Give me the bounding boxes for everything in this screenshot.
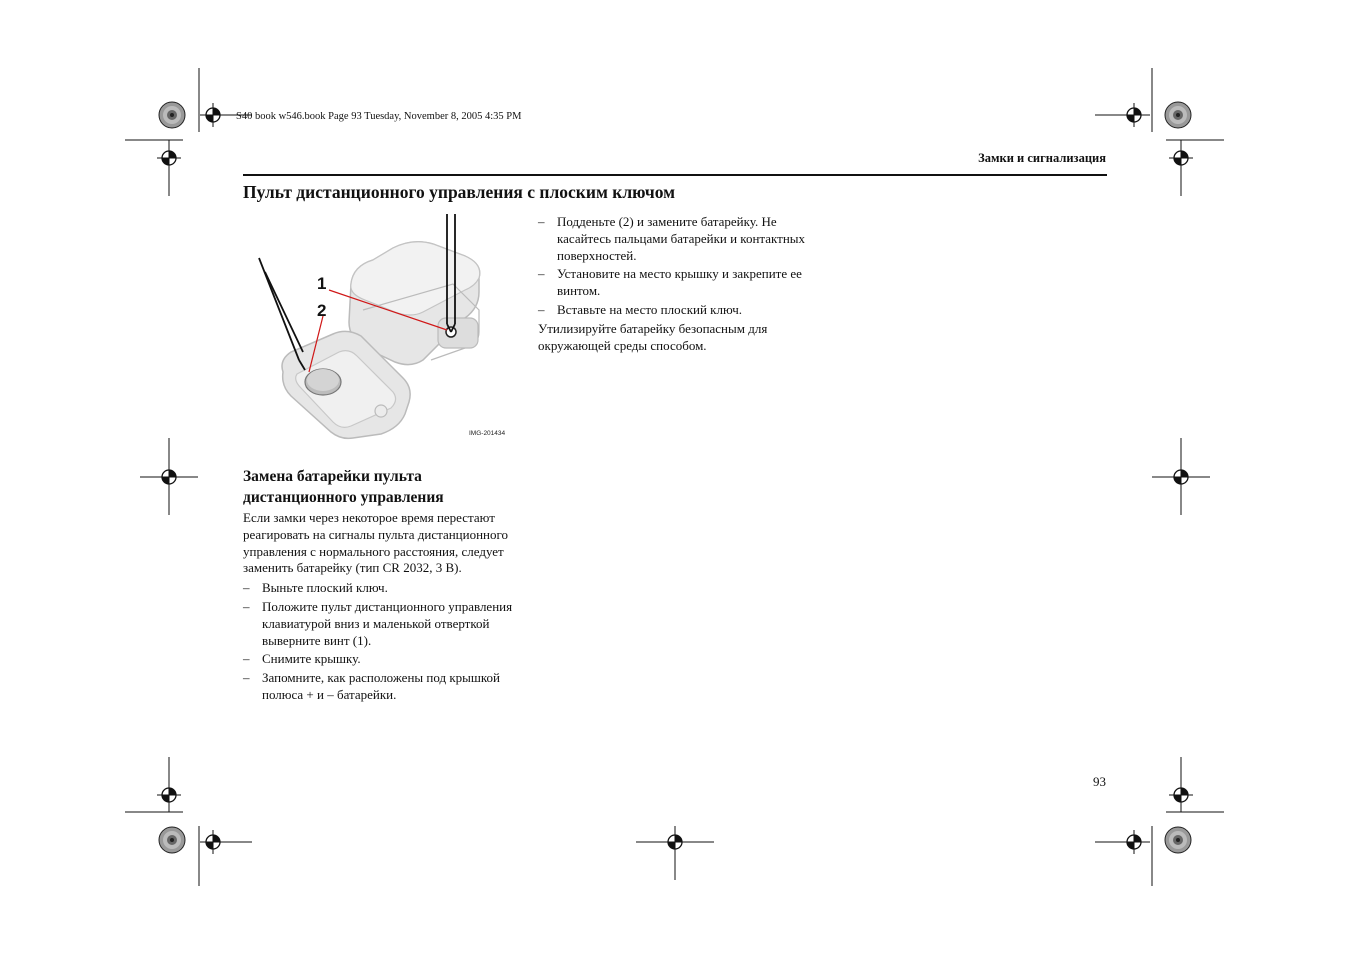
list-item: – Запомните, как расположены под крышкой полюса + и – батарейки. (243, 670, 523, 704)
battery-intro: Если замки через некоторое время перестают реагировать на сигналы пульта дистанционного управления с нормального расстояния, следует заменить батарейку (тип CR 2032, 3 В). (243, 510, 509, 576)
section-header: Замки и сигнализация (978, 151, 1106, 165)
remote-illustration (243, 212, 513, 444)
list-item: – Выньте плоский ключ. (243, 580, 523, 597)
list-item: – Подденьте (2) и замените батарейку. Не касайтесь пальцами батарейки и контактных поверхностей. (538, 214, 810, 264)
right-column (538, 214, 810, 354)
print-slug: S40 book w546.book Page 93 Tuesday, November 8, 2005 4:35 PM (236, 111, 522, 122)
list-item: – Установите на место крышку и закрепите ее винтом. (538, 266, 810, 300)
header-rule (243, 174, 1107, 176)
battery-steps-list (243, 580, 523, 704)
callout-2-label: 2 (317, 301, 327, 320)
list-item: – Снимите крышку. (243, 651, 523, 668)
list-item: – Вставьте на место плоский ключ. (538, 302, 810, 319)
continued-steps-list (538, 214, 810, 319)
list-item: – Положите пульт дистанционного управления клавиатурой вниз и маленькой отверткой выверните винт (1). (243, 599, 523, 649)
disposal-note: Утилизируйте батарейку безопасным для окружающей среды способом. (538, 320, 768, 353)
callout-1-label: 1 (317, 274, 327, 293)
battery-section-heading: Замена батарейки пульта дистанционного управления (243, 468, 444, 506)
image-code: IMG-201434 (469, 430, 506, 437)
page-number: 93 (1093, 774, 1106, 789)
page-title: Пульт дистанционного управления с плоским ключом (243, 182, 676, 202)
left-column (243, 510, 523, 706)
